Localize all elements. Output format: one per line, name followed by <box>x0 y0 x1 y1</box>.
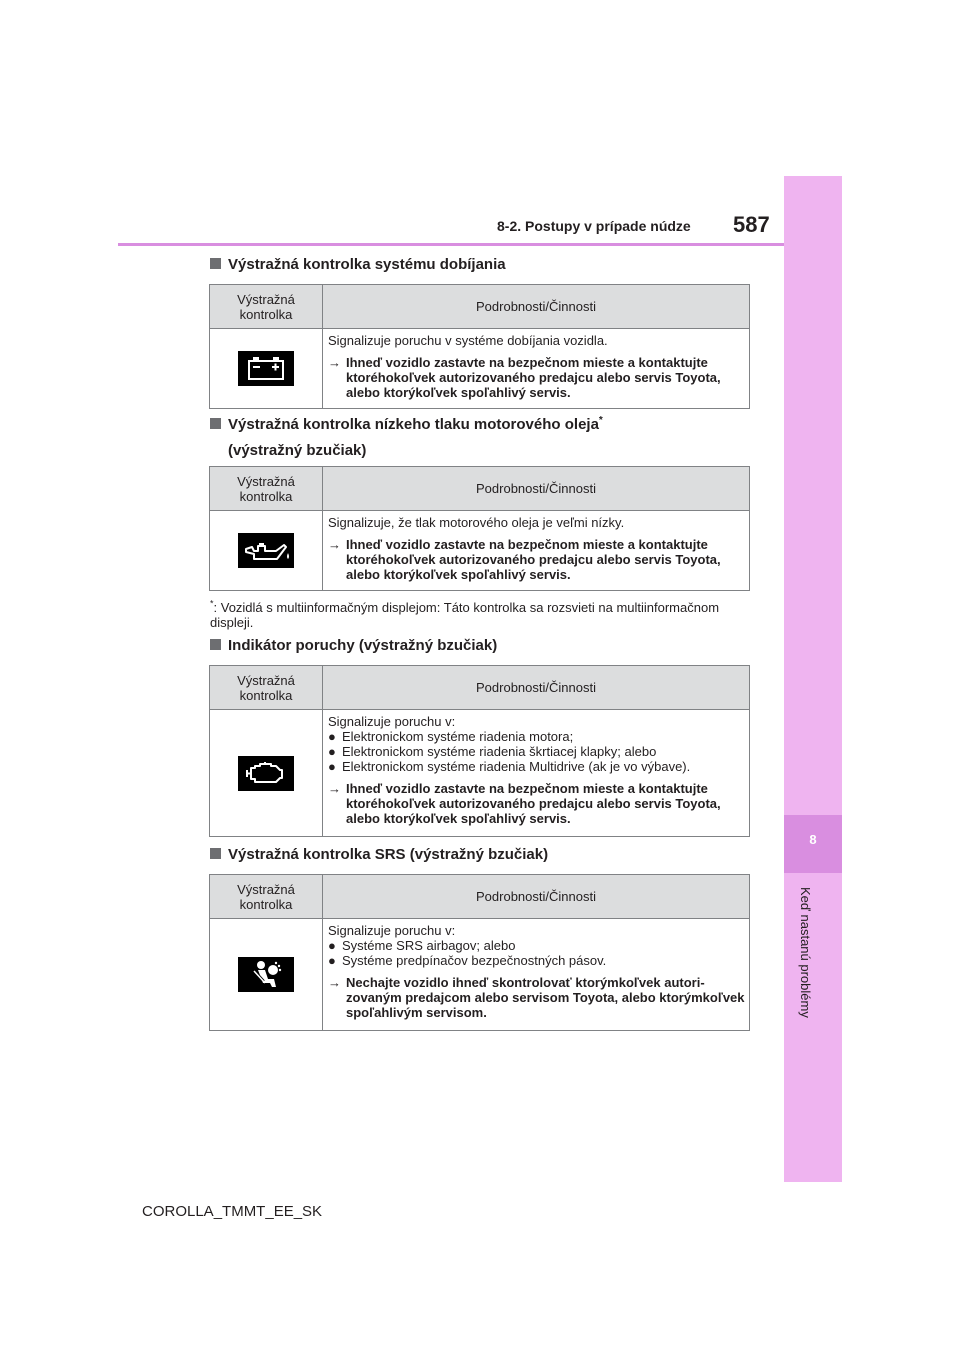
bullet-dot-icon: ● <box>328 744 336 759</box>
bullet-dot-icon: ● <box>328 729 336 744</box>
lamp-cell <box>210 710 323 837</box>
arrow-icon: → <box>328 781 341 796</box>
list-item: ● Elektronickom systéme riadenia Multidrive (ak je vo výbave). <box>328 759 691 774</box>
arrow-icon: → <box>328 355 341 370</box>
lamp-cell <box>210 329 323 409</box>
page-number: 587 <box>733 212 770 237</box>
battery-warning-icon <box>238 351 294 386</box>
column-header-details: Podrobnosti/Činnosti <box>323 285 750 329</box>
details-cell <box>323 919 750 1031</box>
section-heading: Výstražná kontrolka nízkeho tlaku motorového oleja* (výstražný bzučiak) <box>210 416 603 459</box>
list-item: ● Elektronickom systéme riadenia škrtiacej klapky; alebo <box>328 744 657 759</box>
list-item: ● Systéme SRS airbagov; alebo <box>328 938 516 953</box>
section-heading: Indikátor poruchy (výstražný bzučiak) <box>210 637 497 654</box>
action-instruction: → Ihneď vozidlo zastavte na bezpečnom mieste a kontaktujte ktoréhokoľvek autorizovaného predajcu alebo servis Toyota, alebo ktorýkoľvek spoľahlivý servis. <box>328 781 721 826</box>
chapter-title: Keď nastanú problémy <box>798 887 813 1018</box>
chapter-sidebar <box>784 176 842 1182</box>
arrow-icon: → <box>328 537 341 552</box>
action-instruction: → Ihneď vozidlo zastavte na bezpečnom mieste a kontaktujte ktoréhokoľvek autorizovaného predajcu alebo servis Toyota, alebo ktorýkoľvek spoľahlivý servis. <box>328 355 721 400</box>
list-item: ● Elektronickom systéme riadenia motora; <box>328 729 574 744</box>
warning-table <box>209 874 750 1031</box>
footnote-marker: * <box>598 415 603 426</box>
srs-airbag-icon <box>238 957 294 992</box>
square-bullet-icon <box>210 258 221 269</box>
column-header-lamp: Výstražná kontrolka <box>210 467 323 511</box>
section-heading: Výstražná kontrolka SRS (výstražný bzučiak) <box>210 846 548 863</box>
warning-table <box>209 466 750 591</box>
details-cell <box>323 329 750 409</box>
footnote-marker: * <box>210 598 214 609</box>
action-instruction: → Ihneď vozidlo zastavte na bezpečnom mieste a kontaktujte ktoréhokoľvek autorizovaného predajcu alebo servis Toyota, alebo ktorýkoľvek spoľahlivý servis. <box>328 537 721 582</box>
bullet-dot-icon: ● <box>328 953 336 968</box>
square-bullet-icon <box>210 418 221 429</box>
description-text: Signalizuje poruchu v systéme dobíjania vozidla. <box>328 333 608 348</box>
oil-pressure-icon <box>238 533 294 568</box>
document-footer-code: COROLLA_TMMT_EE_SK <box>142 1203 323 1220</box>
warning-table <box>209 665 750 837</box>
description-text: Signalizuje poruchu v: <box>328 714 456 729</box>
bullet-dot-icon: ● <box>328 759 336 774</box>
section-heading-continuation: (výstražný bzučiak) <box>228 442 367 459</box>
square-bullet-icon <box>210 639 221 650</box>
description-text: Signalizuje poruchu v: <box>328 923 456 938</box>
check-engine-icon <box>238 756 294 791</box>
column-header-lamp: Výstražná kontrolka <box>210 285 323 329</box>
list-item: ● Systéme predpínačov bezpečnostných pásov. <box>328 953 607 968</box>
chapter-number: 8 <box>809 832 817 847</box>
lamp-cell <box>210 919 323 1031</box>
details-cell <box>323 710 750 837</box>
footnote: *: Vozidlá s multiinformačným displejom: Táto kontrolka sa rozsvieti na multiinformačnom displeji. <box>210 598 720 630</box>
column-header-details: Podrobnosti/Činnosti <box>323 467 750 511</box>
column-header-details: Podrobnosti/Činnosti <box>323 666 750 710</box>
description-text: Signalizuje, že tlak motorového oleja je veľmi nízky. <box>328 515 625 530</box>
lamp-cell <box>210 511 323 591</box>
details-cell <box>323 511 750 591</box>
section-header-title: 8-2. Postupy v prípade núdze <box>497 218 691 234</box>
column-header-details: Podrobnosti/Činnosti <box>323 875 750 919</box>
warning-table <box>209 284 750 409</box>
bullet-dot-icon: ● <box>328 938 336 953</box>
square-bullet-icon <box>210 848 221 859</box>
column-header-lamp: Výstražná kontrolka <box>210 875 323 919</box>
arrow-icon: → <box>328 975 341 990</box>
column-header-lamp: Výstražná kontrolka <box>210 666 323 710</box>
header-divider <box>118 243 784 246</box>
action-instruction: → Nechajte vozidlo ihneď skontrolovať ktorýmkoľvek autorizovaným predajcom alebo servisom Toyota, alebo ktorýmkoľvek spoľahlivým servisom. <box>328 975 745 1020</box>
section-heading: Výstražná kontrolka systému dobíjania <box>210 256 506 273</box>
